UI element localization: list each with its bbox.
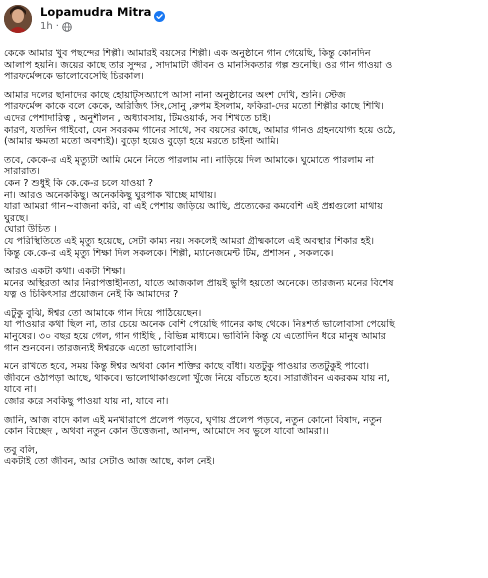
post-paragraph	[4, 90, 480, 148]
post-text-line: জানি, আজ বাদে কাল এই মনখারাপে প্রলেপ পড়বে, ঘৃণায় প্রলেপ পড়বে, নতুন কোনো বিষাদ, নতুন	[4, 414, 382, 426]
post-paragraph	[4, 155, 480, 259]
post-text-line: যা পাওয়ার কথা ছিল না, তার চেয়ে অনেক বেশি পেয়েছি গানের কাছ থেকে। নিঃশর্ত ভালোবাসা পেয়েছি	[4, 319, 395, 331]
post-paragraph	[4, 48, 480, 83]
post-text-line: যারা আমরা গান~বাজনা করি, বা এই পেশায় জড়িয়ে আছি, প্রত্যেকের কমবেশি এই প্রশ্নগুলো মাথায়	[4, 201, 383, 213]
post-paragraph	[4, 415, 480, 438]
avatar-image	[4, 5, 32, 33]
post-timestamp[interactable]: 1h	[40, 21, 53, 32]
post-paragraph	[4, 361, 480, 407]
post-text-line: জীবনে ওঠাপড়া আছে, থাকবে। ভালোথাকাগুলো খুঁজে নিয়ে বাঁচতে হবে। সারাজীবন একরকম যায় না,	[4, 372, 390, 384]
author-name[interactable]: Lopamudra Mitra	[40, 5, 152, 19]
post-text-line: কেকে আমার খুব পছন্দের শিল্পী। আমারই বয়সের শিল্পী। এক অনুষ্ঠানে গান গেয়েছি, কিন্তু কোনদিন	[4, 48, 371, 59]
post-text-line: পারফর্মেন্স কাকে বলে কেকে, অরিজিৎ সিং,সোনু ,রুপম ইসলাম, ফকিরা-দের মতো শিল্পীর কাছে শিখি।	[4, 101, 384, 113]
post-text-line: সারারাত।	[4, 166, 40, 178]
post-text-line: যত্ন ও চিকিৎসার প্রয়োজন নেই কি আমাদের ?	[4, 289, 179, 301]
post-paragraph	[4, 445, 480, 468]
post-paragraph	[4, 308, 480, 354]
post-text-line: জোর করে সবকিছু পাওয়া যায় না, যাবে না।	[4, 396, 169, 408]
post-text-line: কারণ, যতদিন গাইবো, যেন সবরকম গানের সাথে, সব বয়সের কাছে, আমার গানও গ্রহনযোগ্য হয়ে ওঠে,	[4, 124, 396, 136]
post-meta	[40, 21, 72, 33]
post-text-line: মানুষের। ৩০ বছর হয়ে গেল, গান গাইছি , বিভিন্ন মাধ্যমে। ভাবিনি কিন্তু যে এতোদিন ধরে মানুষ আমার	[4, 331, 386, 343]
post-text-line: কোন বিচ্ছেদ , অথবা নতুন কোন উত্তেজনা, আনন্দ, আমোদে সব ভুলে যাবো আমরা।।	[4, 426, 329, 438]
post-text-line: মনের অস্থিরতা আর নিরাপত্তাহীনতা, যাতে আজকাল প্রায়ই ভুগি হয়তো অনেকে। তারজন্য মনের বিশেষ	[4, 277, 394, 289]
post-text-line: (আমার ক্ষমতা মতো অবশ্যই)। বুড়ো হয়েও বুড়ো হয়ে মরতে চাইনা আমি।	[4, 136, 279, 148]
post-text-line: গান শুনবেন। তারজন্যই ঈশ্বরকে এতো ভালোবাসি।	[4, 342, 197, 354]
post-text-line: যাবে না।	[4, 384, 37, 396]
post-text-line: এদের পেশাদারিত্ব , অনুশীলন , অধ্যাবসায়, টিমওয়ার্ক, সব শিখতে চাই।	[4, 112, 271, 124]
post-text-line: আলাপ হয়নি। জয়ের কাছে তার সুন্দর , সাদামাটা জীবন ও মানসিকতার গল্প শুনেছি। ওর গান গাওয়া ও	[4, 59, 393, 71]
post-text-line: কেন ? শুধুই কি কে.কে-র চলে যাওয়া ?	[4, 177, 153, 189]
post-text-line: ঘোরা উচিত ।	[4, 224, 57, 236]
author-row	[40, 5, 165, 19]
meta-separator: ·	[55, 21, 59, 32]
post-text-line: আমার দলের ছানাদের কাছে হোয়াট্‌সঅ্যাপে আসা নানা অনুষ্ঠানের অংশ দেখি, শুনি। স্টেজ	[4, 89, 346, 101]
post-text-line: এটুকু বুঝি, ঈশ্বর তো আমাকে গান দিয়ে পাঠিয়েছেন।	[4, 307, 202, 319]
post-text-line: তবে, কেকে-র এই মৃত্যুটা আমি মেনে নিতে পারলাম না। নাড়িয়ে দিল আমাকে। ঘুমোতে পারলাম না	[4, 154, 375, 166]
post-text-line: তবু বলি,	[4, 444, 38, 456]
post-text-line: যে পরিস্থিতিতে এই মৃত্যু হয়েছে, সেটা কাম্য নয়। সকলেই আমরা গ্রীষ্মকালে এই অবস্থার শিকার হই।	[4, 235, 375, 247]
post-text-line: না। আরও অনেককিছু। অনেককিছু ঘুরপাক খাচ্ছে মাথায়।	[4, 189, 217, 201]
post-header	[0, 0, 488, 46]
post-paragraph	[4, 266, 480, 301]
globe-icon[interactable]	[62, 22, 72, 32]
post-text-line: পারফর্মেন্সকে ভালোবেসেছি চিরকাল।	[4, 71, 144, 83]
post-text-line: মনে রাখতে হবে, সময় কিন্তু ঈশ্বর অথবা কোন শক্তির কাছে বাঁধা। যতটুকু পাওয়ার ততটুকুই পাবো।	[4, 361, 370, 373]
post-text-line: কিন্তু কে.কে-র এই মৃত্যু শিক্ষা দিল সকলকে। শিল্পী, ম্যানেজমেন্ট টিম, প্রশাসন , সকলকে।	[4, 247, 334, 259]
avatar[interactable]	[4, 5, 32, 33]
verified-badge-icon	[154, 7, 165, 18]
post-text-line: ঘুরছে।	[4, 212, 29, 224]
post-body	[4, 48, 480, 475]
post-text-line: আরও একটা কথা। একটা শিক্ষা।	[4, 266, 126, 278]
post-text-line: একটাই তো জীবন, আর সেটাও আজ আছে, কাল নেই।	[4, 456, 215, 468]
